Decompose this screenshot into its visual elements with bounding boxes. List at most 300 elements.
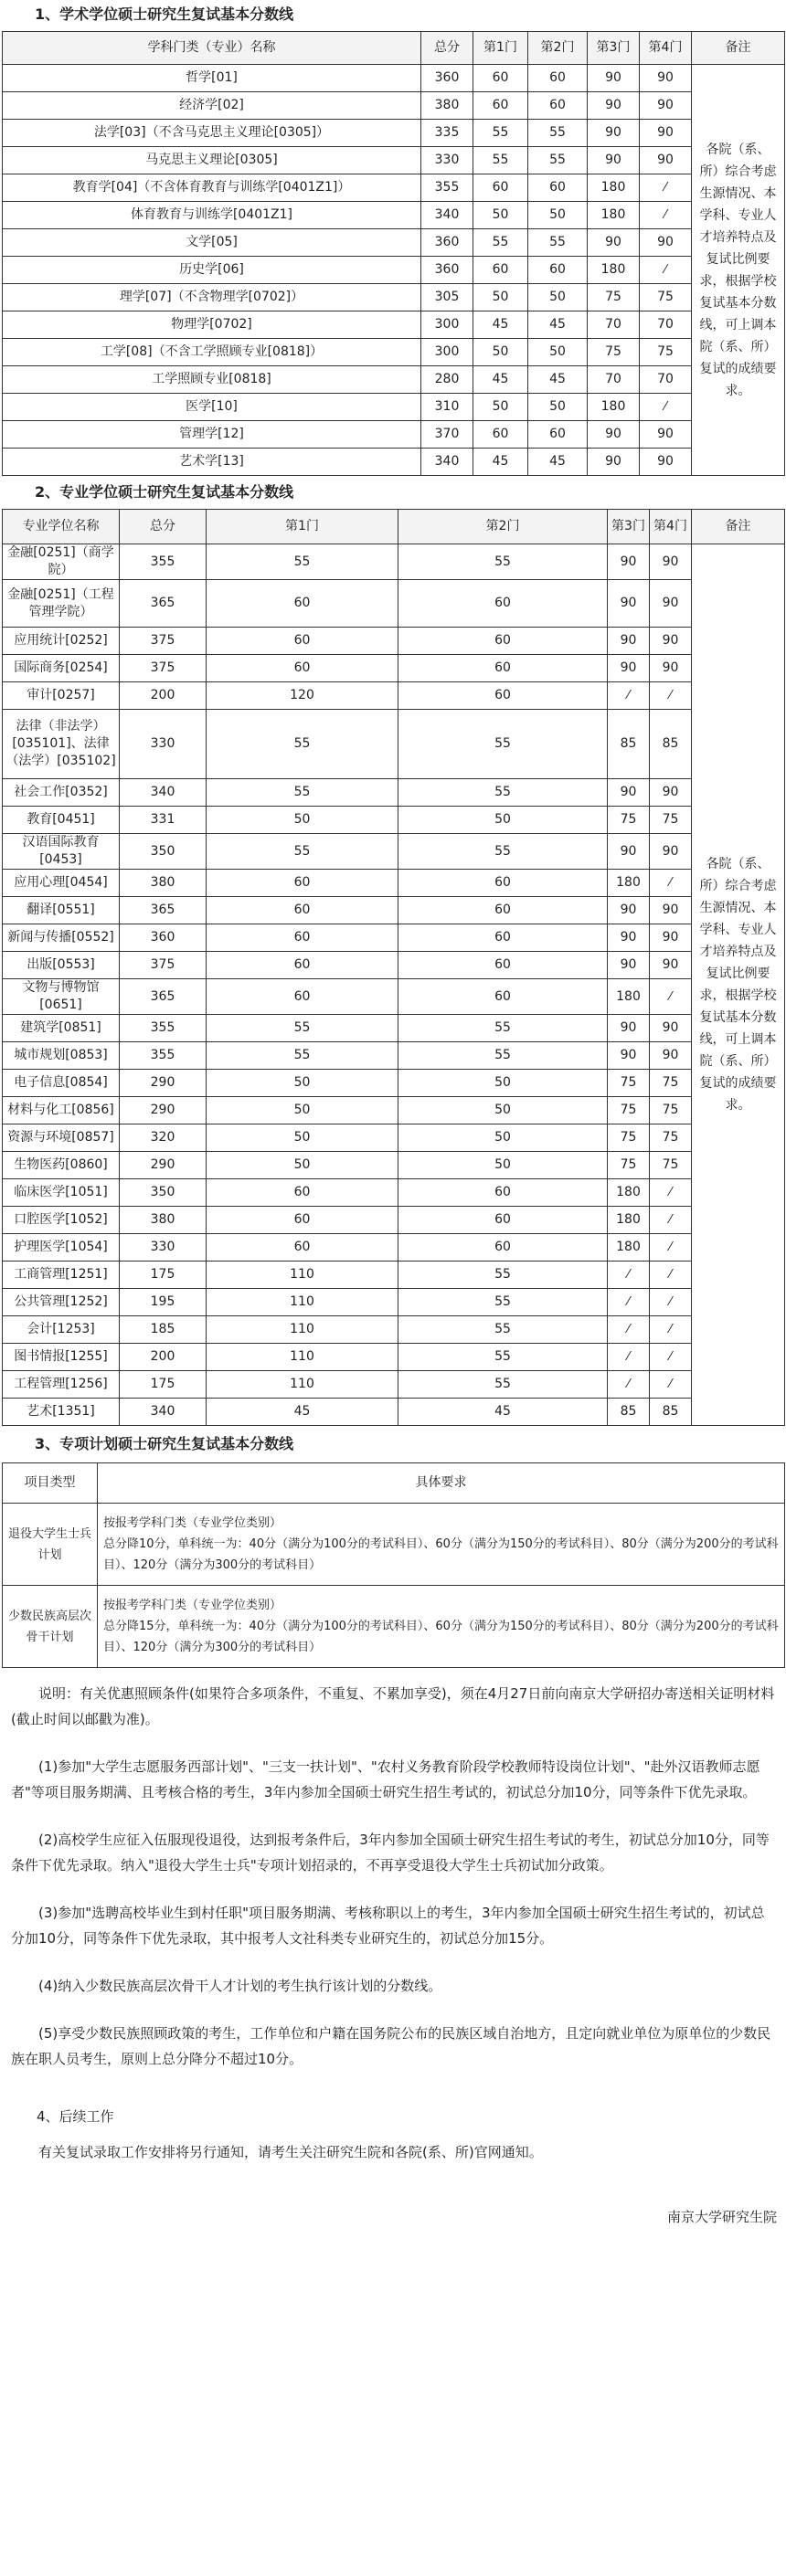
score-cell: 55 xyxy=(398,1371,608,1399)
table-row xyxy=(3,710,785,779)
column-header: 第3门 xyxy=(588,32,640,65)
column-header: 第2门 xyxy=(398,510,608,544)
row-name-cell: 应用心理[0454] xyxy=(3,870,120,897)
score-cell: 330 xyxy=(120,710,207,779)
academic-score-table xyxy=(2,31,785,476)
row-name-cell: 审计[0257] xyxy=(3,682,120,710)
row-name-cell: 物理学[0702] xyxy=(3,311,421,339)
column-header: 第3门 xyxy=(608,510,650,544)
score-cell: 90 xyxy=(588,92,640,120)
score-cell: 60 xyxy=(398,924,608,952)
score-cell: 60 xyxy=(207,897,398,924)
table-row xyxy=(3,257,785,284)
score-cell: 90 xyxy=(640,229,692,257)
score-cell: 85 xyxy=(608,1399,650,1426)
score-cell: 60 xyxy=(398,682,608,710)
score-cell: 50 xyxy=(473,284,528,311)
plan-type-cell: 少数民族高层次骨干计划 xyxy=(3,1586,98,1668)
score-cell: 195 xyxy=(120,1289,207,1316)
score-cell: ⁄ xyxy=(608,1316,650,1344)
score-cell: 90 xyxy=(650,544,692,580)
row-name-cell: 金融[0251]（商学院） xyxy=(3,544,120,580)
row-name-cell: 建筑学[0851] xyxy=(3,1015,120,1042)
score-cell: ⁄ xyxy=(608,682,650,710)
column-header: 备注 xyxy=(692,32,785,65)
row-name-cell: 文物与博物馆[0651] xyxy=(3,979,120,1015)
note-item: (2)高校学生应征入伍服现役退役，达到报考条件后，3年内参加全国硕士研究生招生考试的考生，初试总分加10分，同等条件下优先录取。纳入"退役大学生士兵"专项计划招录的，不再享受退役大学生士兵初试加分政策。 xyxy=(11,1832,770,1874)
row-name-cell: 翻译[0551] xyxy=(3,897,120,924)
score-cell: 70 xyxy=(640,366,692,394)
column-header: 第2门 xyxy=(528,32,588,65)
score-cell: 90 xyxy=(650,1015,692,1042)
table-row xyxy=(3,1262,785,1289)
requirement-line: 按报考学科门类（专业学位类别） xyxy=(103,1599,282,1612)
score-cell: 50 xyxy=(207,1097,398,1124)
table-row xyxy=(3,870,785,897)
score-cell: ⁄ xyxy=(640,174,692,202)
score-cell: 340 xyxy=(421,449,473,476)
section2-title: 2、专业学位硕士研究生复试基本分数线 xyxy=(35,483,294,501)
score-cell: 331 xyxy=(120,807,207,834)
note-item: (4)纳入少数民族高层次骨干人才计划的考生执行该计划的分数线。 xyxy=(38,1978,442,1994)
row-name-cell: 工学照顾专业[0818] xyxy=(3,366,421,394)
score-cell: 310 xyxy=(421,394,473,421)
score-cell: 75 xyxy=(608,1152,650,1179)
score-cell: 60 xyxy=(207,979,398,1015)
table-row xyxy=(3,897,785,924)
table-row xyxy=(3,580,785,628)
table-row xyxy=(3,311,785,339)
score-cell: 90 xyxy=(608,580,650,628)
score-cell: 60 xyxy=(398,580,608,628)
table-row xyxy=(3,1042,785,1070)
score-cell: 60 xyxy=(528,257,588,284)
column-header: 学科门类（专业）名称 xyxy=(3,32,421,65)
score-cell: 45 xyxy=(207,1399,398,1426)
score-cell: 60 xyxy=(398,897,608,924)
score-cell: ⁄ xyxy=(650,1234,692,1262)
score-cell: 355 xyxy=(120,1015,207,1042)
score-cell: 50 xyxy=(207,807,398,834)
score-cell: 75 xyxy=(608,1097,650,1124)
table-row xyxy=(3,544,785,580)
score-cell: ⁄ xyxy=(608,1371,650,1399)
score-cell: 60 xyxy=(207,870,398,897)
score-cell: 50 xyxy=(528,202,588,229)
table-row xyxy=(3,655,785,682)
column-header: 项目类型 xyxy=(3,1463,98,1504)
score-cell: 90 xyxy=(640,449,692,476)
plan-type-cell: 退役大学生士兵计划 xyxy=(3,1504,98,1586)
score-cell: 365 xyxy=(120,979,207,1015)
score-cell: 45 xyxy=(528,311,588,339)
score-cell: 50 xyxy=(528,284,588,311)
score-cell: 180 xyxy=(588,174,640,202)
score-cell: 90 xyxy=(588,229,640,257)
table-row xyxy=(3,1207,785,1234)
score-cell: 300 xyxy=(421,311,473,339)
column-header: 第4门 xyxy=(650,510,692,544)
score-cell: 50 xyxy=(207,1152,398,1179)
table-row xyxy=(3,202,785,229)
score-cell: ⁄ xyxy=(640,257,692,284)
row-name-cell: 历史学[06] xyxy=(3,257,421,284)
score-cell: 290 xyxy=(120,1070,207,1097)
row-name-cell: 工商管理[1251] xyxy=(3,1262,120,1289)
score-cell: 55 xyxy=(398,1316,608,1344)
score-cell: 175 xyxy=(120,1371,207,1399)
score-cell: 60 xyxy=(528,174,588,202)
table-row xyxy=(3,394,785,421)
score-cell: 75 xyxy=(608,1070,650,1097)
row-name-cell: 理学[07]（不含物理学[0702]） xyxy=(3,284,421,311)
row-name-cell: 图书情报[1255] xyxy=(3,1344,120,1371)
table-row xyxy=(3,1586,785,1668)
score-cell: 360 xyxy=(421,257,473,284)
table-row xyxy=(3,682,785,710)
score-cell: 365 xyxy=(120,897,207,924)
score-cell: 60 xyxy=(473,65,528,92)
score-cell: 60 xyxy=(207,628,398,655)
score-cell: 55 xyxy=(398,834,608,870)
score-cell: 180 xyxy=(588,202,640,229)
column-header: 总分 xyxy=(421,32,473,65)
row-name-cell: 金融[0251]（工程管理学院） xyxy=(3,580,120,628)
score-cell: 90 xyxy=(650,924,692,952)
score-cell: 60 xyxy=(207,1207,398,1234)
score-cell: 55 xyxy=(398,1015,608,1042)
score-cell: 300 xyxy=(421,339,473,366)
score-cell: 60 xyxy=(528,421,588,449)
score-cell: 55 xyxy=(398,1289,608,1316)
score-cell: 75 xyxy=(650,1124,692,1152)
score-cell: ⁄ xyxy=(650,1316,692,1344)
table-row xyxy=(3,779,785,807)
professional-score-table xyxy=(2,509,785,1426)
table-row xyxy=(3,1234,785,1262)
score-cell: 55 xyxy=(398,779,608,807)
score-cell: 55 xyxy=(398,544,608,580)
score-cell: 75 xyxy=(608,1124,650,1152)
score-cell: 180 xyxy=(608,1234,650,1262)
score-cell: 75 xyxy=(588,339,640,366)
score-cell: 110 xyxy=(207,1316,398,1344)
score-cell: 110 xyxy=(207,1289,398,1316)
score-cell: 355 xyxy=(120,544,207,580)
score-cell: 60 xyxy=(207,1179,398,1207)
score-cell: ⁄ xyxy=(608,1262,650,1289)
score-cell: 45 xyxy=(528,366,588,394)
score-cell: 60 xyxy=(473,421,528,449)
score-cell: ⁄ xyxy=(650,1179,692,1207)
score-cell: 50 xyxy=(473,339,528,366)
score-cell: 90 xyxy=(640,147,692,174)
row-name-cell: 公共管理[1252] xyxy=(3,1289,120,1316)
score-cell: 50 xyxy=(473,202,528,229)
row-name-cell: 教育学[04]（不含体育教育与训练学[0401Z1]） xyxy=(3,174,421,202)
score-cell: 55 xyxy=(528,229,588,257)
note-item: (1)参加"大学生志愿服务西部计划"、"三支一扶计划"、"农村义务教育阶段学校教师特设岗位计划"、"赴外汉语教师志愿者"等项目服务期满、且考核合格的考生，3年内参加全国硕士研究生招生考试的，初试总分加10分，同等条件下优先录取。 xyxy=(11,1758,760,1800)
score-cell: 90 xyxy=(640,92,692,120)
score-cell: 180 xyxy=(608,979,650,1015)
special-plan-table xyxy=(2,1462,785,1668)
score-cell: 110 xyxy=(207,1371,398,1399)
score-cell: 90 xyxy=(608,897,650,924)
score-cell: 330 xyxy=(421,147,473,174)
score-cell: 380 xyxy=(120,1207,207,1234)
score-cell: 365 xyxy=(120,580,207,628)
score-cell: 45 xyxy=(473,311,528,339)
score-cell: 45 xyxy=(398,1399,608,1426)
table-row xyxy=(3,1371,785,1399)
score-cell: 50 xyxy=(398,1124,608,1152)
table-row xyxy=(3,1124,785,1152)
score-cell: 50 xyxy=(207,1070,398,1097)
score-cell: 60 xyxy=(398,1207,608,1234)
column-header: 总分 xyxy=(120,510,207,544)
score-cell: ⁄ xyxy=(650,682,692,710)
row-name-cell: 材料与化工[0856] xyxy=(3,1097,120,1124)
row-name-cell: 经济学[02] xyxy=(3,92,421,120)
score-cell: 50 xyxy=(528,394,588,421)
plan-requirement-cell xyxy=(98,1586,785,1668)
table-row xyxy=(3,449,785,476)
score-cell: 55 xyxy=(207,710,398,779)
table-row xyxy=(3,1070,785,1097)
table-header-row xyxy=(3,32,785,65)
score-cell: 75 xyxy=(650,1152,692,1179)
row-name-cell: 教育[0451] xyxy=(3,807,120,834)
score-cell: 185 xyxy=(120,1316,207,1344)
score-cell: 360 xyxy=(421,65,473,92)
score-cell: 50 xyxy=(398,1070,608,1097)
score-cell: 60 xyxy=(207,1234,398,1262)
score-cell: 90 xyxy=(650,834,692,870)
plan-requirement-cell xyxy=(98,1504,785,1586)
note-item: (5)享受少数民族照顾政策的考生，工作单位和户籍在国务院公布的民族区域自治地方，且定向就业单位为原单位的少数民族在职人员考生，原则上总分降分不超过10分。 xyxy=(11,2025,771,2067)
row-name-cell: 体育教育与训练学[0401Z1] xyxy=(3,202,421,229)
score-cell: 55 xyxy=(207,834,398,870)
score-cell: 75 xyxy=(650,1070,692,1097)
score-cell: 85 xyxy=(650,710,692,779)
score-cell: 90 xyxy=(588,449,640,476)
row-name-cell: 国际商务[0254] xyxy=(3,655,120,682)
score-cell: 330 xyxy=(120,1234,207,1262)
row-name-cell: 应用统计[0252] xyxy=(3,628,120,655)
score-cell: 290 xyxy=(120,1152,207,1179)
score-cell: 60 xyxy=(207,580,398,628)
score-cell: 90 xyxy=(608,834,650,870)
table-row xyxy=(3,628,785,655)
table-row xyxy=(3,174,785,202)
row-name-cell: 会计[1253] xyxy=(3,1316,120,1344)
score-cell: 85 xyxy=(650,1399,692,1426)
score-cell: 340 xyxy=(120,779,207,807)
score-cell: 70 xyxy=(588,311,640,339)
score-cell: 90 xyxy=(650,580,692,628)
score-cell: 60 xyxy=(207,952,398,979)
score-cell: 60 xyxy=(398,979,608,1015)
table-row xyxy=(3,284,785,311)
score-cell: 45 xyxy=(528,449,588,476)
score-cell: 200 xyxy=(120,1344,207,1371)
score-cell: 290 xyxy=(120,1097,207,1124)
score-cell: 355 xyxy=(421,174,473,202)
score-cell: 55 xyxy=(207,1015,398,1042)
score-cell: ⁄ xyxy=(650,1344,692,1371)
score-cell: 90 xyxy=(650,952,692,979)
table-row xyxy=(3,65,785,92)
table-row xyxy=(3,1399,785,1426)
table-row xyxy=(3,120,785,147)
column-header: 备注 xyxy=(692,510,785,544)
score-cell: 55 xyxy=(207,1042,398,1070)
score-cell: 50 xyxy=(398,1152,608,1179)
score-cell: 60 xyxy=(473,92,528,120)
section3-title: 3、专项计划硕士研究生复试基本分数线 xyxy=(35,1435,294,1452)
table-row xyxy=(3,834,785,870)
score-cell: 90 xyxy=(608,544,650,580)
column-header: 第4门 xyxy=(640,32,692,65)
score-cell: 55 xyxy=(398,1344,608,1371)
score-cell: 55 xyxy=(528,147,588,174)
score-cell: 60 xyxy=(398,1234,608,1262)
score-cell: 90 xyxy=(588,421,640,449)
score-cell: 180 xyxy=(608,1179,650,1207)
score-cell: 55 xyxy=(207,779,398,807)
row-name-cell: 医学[10] xyxy=(3,394,421,421)
requirement-line: 总分降15分，单科统一为：40分（满分为100分的考试科目）、60分（满分为150分的考试科目）、80分（满分为200分的考试科目）、120分（满分为300分的考试科目） xyxy=(103,1620,779,1654)
score-cell: ⁄ xyxy=(650,1289,692,1316)
row-name-cell: 艺术[1351] xyxy=(3,1399,120,1426)
row-name-cell: 资源与环境[0857] xyxy=(3,1124,120,1152)
score-cell: 55 xyxy=(398,1262,608,1289)
table-row xyxy=(3,807,785,834)
score-cell: 90 xyxy=(650,655,692,682)
score-cell: 175 xyxy=(120,1262,207,1289)
table-row xyxy=(3,952,785,979)
section4-title: 4、后续工作 xyxy=(37,2108,114,2125)
score-cell: 90 xyxy=(588,147,640,174)
score-cell: 180 xyxy=(608,1207,650,1234)
column-header: 第1门 xyxy=(473,32,528,65)
row-name-cell: 临床医学[1051] xyxy=(3,1179,120,1207)
score-cell: 90 xyxy=(650,779,692,807)
score-cell: 75 xyxy=(650,1097,692,1124)
row-name-cell: 电子信息[0854] xyxy=(3,1070,120,1097)
score-cell: 90 xyxy=(608,628,650,655)
score-cell: 90 xyxy=(608,1015,650,1042)
score-cell: 70 xyxy=(640,311,692,339)
score-cell: 375 xyxy=(120,655,207,682)
score-cell: 85 xyxy=(608,710,650,779)
section1-title: 1、学术学位硕士研究生复试基本分数线 xyxy=(35,5,294,23)
table-row xyxy=(3,92,785,120)
score-cell: ⁄ xyxy=(640,394,692,421)
score-cell: 55 xyxy=(398,1042,608,1070)
score-cell: 75 xyxy=(588,284,640,311)
table-row xyxy=(3,1344,785,1371)
score-cell: 50 xyxy=(398,1097,608,1124)
table-row xyxy=(3,1504,785,1586)
score-cell: 60 xyxy=(398,952,608,979)
table-row xyxy=(3,1152,785,1179)
score-cell: ⁄ xyxy=(650,870,692,897)
score-cell: 90 xyxy=(608,779,650,807)
score-cell: 375 xyxy=(120,952,207,979)
remark-cell xyxy=(692,544,785,1426)
score-cell: ⁄ xyxy=(608,1289,650,1316)
row-name-cell: 出版[0553] xyxy=(3,952,120,979)
score-cell: 90 xyxy=(640,120,692,147)
remark-text: 各院（系、所）综合考虑生源情况、本学科、专业人才培养特点及复试比例要求，根据学校复试基本分数线，可上调本院（系、所）复试的成绩要求。 xyxy=(699,857,777,1113)
row-name-cell: 社会工作[0352] xyxy=(3,779,120,807)
section4-text: 有关复试录取工作安排将另行通知，请考生关注研究生院和各院(系、所)官网通知。 xyxy=(38,2144,543,2160)
table-header-row xyxy=(3,510,785,544)
score-cell: 75 xyxy=(640,339,692,366)
row-name-cell: 口腔医学[1052] xyxy=(3,1207,120,1234)
row-name-cell: 艺术学[13] xyxy=(3,449,421,476)
table-row xyxy=(3,366,785,394)
requirement-line: 按报考学科门类（专业学位类别） xyxy=(103,1516,282,1530)
row-name-cell: 工学[08]（不含工学照顾专业[0818]） xyxy=(3,339,421,366)
table-row xyxy=(3,147,785,174)
score-cell: 360 xyxy=(421,229,473,257)
notes-intro: 说明：有关优惠照顾条件(如果符合多项条件，不重复、不累加享受)，须在4月27日前向南京大学研招办寄送相关证明材料(截止时间以邮戳为准)。 xyxy=(11,1685,775,1727)
score-cell: 90 xyxy=(588,120,640,147)
score-cell: 60 xyxy=(398,1179,608,1207)
row-name-cell: 汉语国际教育[0453] xyxy=(3,834,120,870)
score-cell: 55 xyxy=(398,710,608,779)
score-cell: 375 xyxy=(120,628,207,655)
score-cell: 55 xyxy=(473,147,528,174)
score-cell: 120 xyxy=(207,682,398,710)
score-cell: 90 xyxy=(650,628,692,655)
column-header: 专业学位名称 xyxy=(3,510,120,544)
table-row xyxy=(3,1316,785,1344)
column-header: 具体要求 xyxy=(98,1463,785,1504)
score-cell: 55 xyxy=(473,229,528,257)
column-header: 第1门 xyxy=(207,510,398,544)
score-cell: 90 xyxy=(588,65,640,92)
score-cell: 90 xyxy=(608,655,650,682)
remark-cell xyxy=(692,65,785,476)
row-name-cell: 工程管理[1256] xyxy=(3,1371,120,1399)
score-cell: 355 xyxy=(120,1042,207,1070)
score-cell: 60 xyxy=(528,65,588,92)
score-cell: 60 xyxy=(207,924,398,952)
table-row xyxy=(3,421,785,449)
score-cell: 60 xyxy=(207,655,398,682)
score-cell: 90 xyxy=(608,1042,650,1070)
score-cell: 90 xyxy=(650,897,692,924)
row-name-cell: 哲学[01] xyxy=(3,65,421,92)
score-cell: 180 xyxy=(588,394,640,421)
score-cell: 75 xyxy=(650,807,692,834)
score-cell: 50 xyxy=(473,394,528,421)
row-name-cell: 管理学[12] xyxy=(3,421,421,449)
table-row xyxy=(3,979,785,1015)
score-cell: 50 xyxy=(398,807,608,834)
score-cell: 180 xyxy=(608,870,650,897)
score-cell: 200 xyxy=(120,682,207,710)
score-cell: 55 xyxy=(528,120,588,147)
row-name-cell: 文学[05] xyxy=(3,229,421,257)
score-cell: 50 xyxy=(528,339,588,366)
score-cell: 60 xyxy=(398,628,608,655)
table-row xyxy=(3,1015,785,1042)
score-cell: 60 xyxy=(398,870,608,897)
